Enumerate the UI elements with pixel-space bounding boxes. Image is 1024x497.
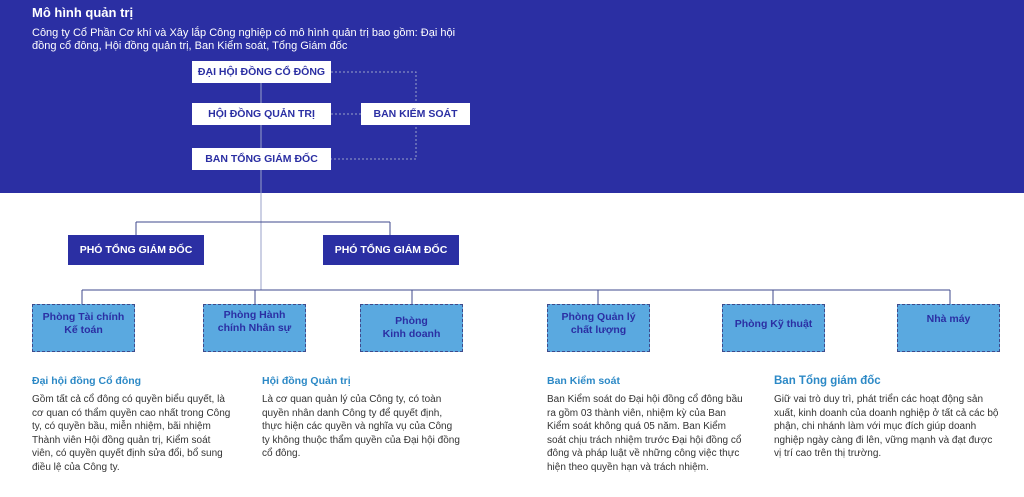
- desc-hdqt: [262, 375, 462, 461]
- desc-heading: Ban Kiểm soát: [547, 375, 620, 387]
- dept-line: Phòng Hành: [223, 309, 286, 321]
- dept-box-kythuat: [722, 304, 825, 352]
- org-box-ptgd-2: PHÓ TỔNG GIÁM ĐỐC: [323, 235, 459, 265]
- dept-line: Kinh doanh: [382, 328, 441, 340]
- desc-text: Gồm tất cả cổ đông có quyền biểu quyết, là cơ quan có thẩm quyền cao nhất trong Công ty, có quyền bầu, miễn nhiệm, bãi nhiệm Thành viên Hội đồng quản trị, Kiểm soát viên, có quyền quyết định sửa đổi, bổ sung điều lệ của Công ty.: [32, 394, 231, 473]
- dept-line: Phòng Tài chính: [42, 311, 125, 323]
- dept-line: Phòng Quản lý: [561, 311, 636, 323]
- dept-box-taichinh: [32, 304, 135, 352]
- dept-line: chất lượng: [570, 324, 627, 336]
- dept-line: Phòng: [395, 315, 428, 327]
- desc-btgd: [774, 375, 1002, 461]
- dept-box-chatluong: [547, 304, 650, 352]
- org-box-hdqt: HỘI ĐỒNG QUẢN TRỊ: [192, 103, 331, 125]
- dept-line: Phòng Kỹ thuật: [734, 318, 813, 330]
- desc-text: Là cơ quan quản lý của Công ty, có toàn quyền nhân danh Công ty để quyết định, thực hiện các quyền và nghĩa vụ của Công ty không thuộc thẩm quyền của Đại hội đồng cổ đông.: [262, 394, 460, 460]
- desc-bks: [547, 375, 745, 475]
- org-box-bks: BAN KIỂM SOÁT: [361, 103, 470, 125]
- desc-text: Giữ vai trò duy trì, phát triển các hoạt động sản xuất, kinh doanh của doanh nghiệp ở tất cả các bộ phận, chi nhánh làm với mục đích giúp doanh nghiệp ngày càng đi lên, vững mạnh và đạt được vị trí cao trên thị trường.: [774, 394, 999, 460]
- page-title: Mô hình quản trị: [32, 5, 134, 20]
- org-box-ptgd-1: PHÓ TỔNG GIÁM ĐỐC: [68, 235, 204, 265]
- intro-text: Công ty Cổ Phần Cơ khí và Xây lắp Công nghiệp có mô hình quản trị bao gồm: Đại hội đồng cổ đông, Hội đồng quản trị, Ban Kiểm soát, Tổng Giám đốc: [32, 27, 456, 52]
- desc-dhdcd: [32, 375, 232, 475]
- desc-text: Ban Kiểm soát do Đại hội đồng cổ đông bầu ra gồm 03 thành viên, nhiệm kỳ của Ban Kiểm soát không quá 05 năm. Ban Kiểm soát chịu trách nhiệm trước Đại hội đồng cổ đông và pháp luật về những công việc thực hiện theo quyền hạn và trách nhiệm.: [547, 394, 743, 473]
- desc-heading: Ban Tổng giám đốc: [774, 375, 881, 387]
- org-box-dhdcd: ĐẠI HỘI ĐỒNG CỔ ĐÔNG: [192, 61, 331, 83]
- dept-line: Kế toán: [64, 324, 103, 336]
- org-box-btgd: BAN TỔNG GIÁM ĐỐC: [192, 148, 331, 170]
- desc-heading: Đại hội đồng Cổ đông: [32, 375, 142, 387]
- dept-box-hanhchinh: [203, 304, 306, 352]
- desc-heading: Hội đồng Quản trị: [262, 375, 351, 387]
- dept-line: chính Nhân sự: [217, 322, 292, 334]
- dept-box-kinhdoanh: [360, 304, 463, 352]
- dept-line: Nhà máy: [926, 313, 971, 325]
- dept-box-nhamay: [897, 304, 1000, 352]
